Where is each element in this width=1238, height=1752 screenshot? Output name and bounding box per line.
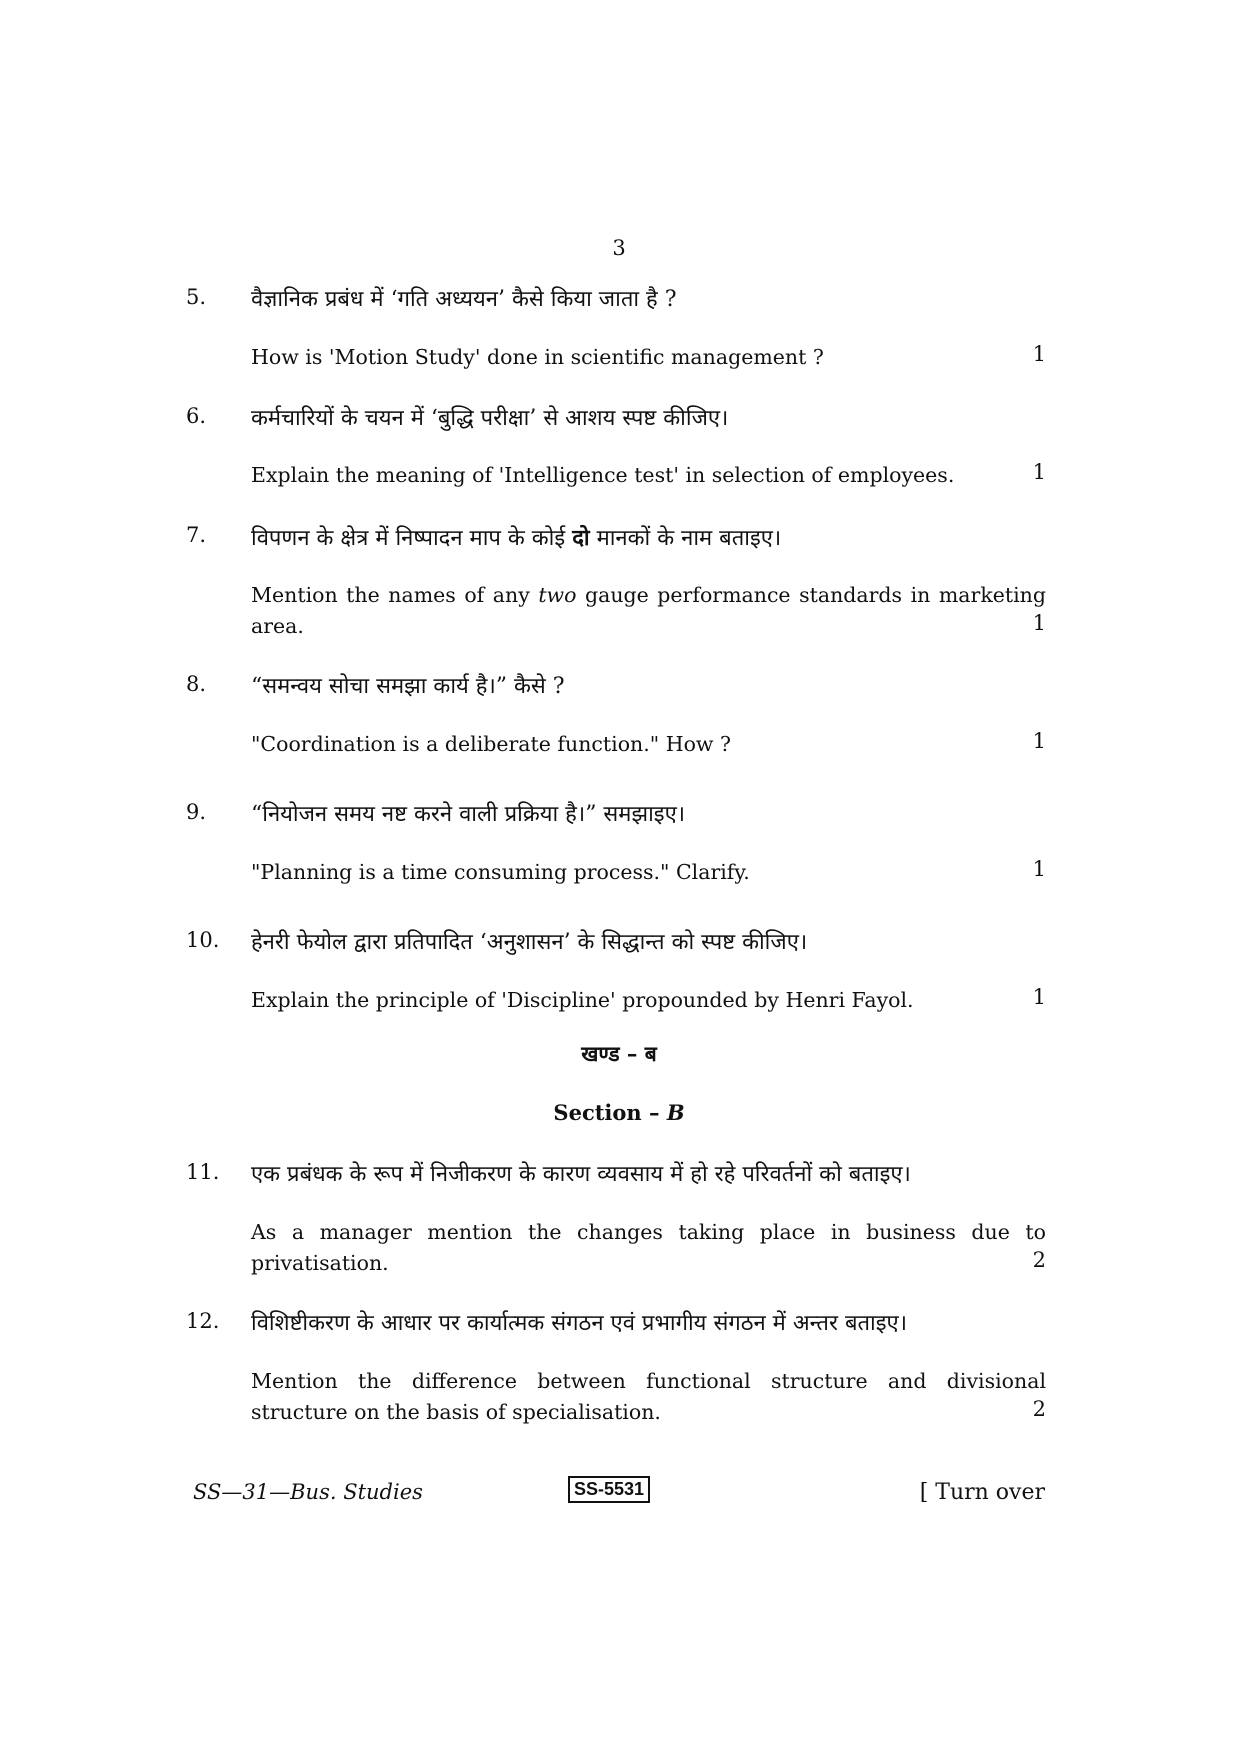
question-hindi — [251, 523, 1046, 554]
section-heading-english — [0, 1100, 1238, 1125]
question-marks: 1 — [1032, 611, 1046, 635]
section-heading-hindi: खण्ड – ब — [581, 1041, 657, 1066]
english-text: gauge performance standards in marketing area. — [251, 583, 1046, 638]
question-number: 10. — [186, 928, 220, 952]
english-text: Mention the names of any — [251, 583, 539, 607]
question-marks: 2 — [1032, 1248, 1046, 1272]
question-hindi: वैज्ञानिक प्रबंध में ‘गति अध्ययन’ कैसे किया जाता है ? — [251, 287, 677, 312]
question-number: 9. — [186, 800, 207, 824]
page-number: 3 — [612, 236, 626, 260]
section-letter: B — [666, 1100, 685, 1125]
question-hindi: “समन्वय सोचा समझा कार्य है।” कैसे ? — [251, 674, 565, 699]
question-marks: 1 — [1032, 342, 1046, 366]
turn-over-label: [ Turn over — [919, 1480, 1045, 1505]
paper-code-box: SS-5531 — [568, 1476, 650, 1503]
footer-subject-code: SS—31—Bus. Studies — [193, 1480, 423, 1504]
question-marks: 1 — [1032, 985, 1046, 1009]
question-hindi: हेनरी फेयोल द्वारा प्रतिपादित ‘अनुशासन’ के सिद्धान्त को स्पष्ट कीजिए। — [251, 930, 808, 955]
question-english: Explain the principle of 'Discipline' propounded by Henri Fayol. — [251, 988, 914, 1012]
question-marks: 2 — [1032, 1397, 1046, 1421]
question-marks: 1 — [1032, 857, 1046, 881]
question-english — [251, 580, 1046, 642]
question-number: 7. — [186, 523, 207, 547]
question-number: 5. — [186, 285, 207, 309]
english-emphasis: two — [538, 583, 577, 607]
question-number: 8. — [186, 672, 207, 696]
question-english: How is 'Motion Study' done in scientific management ? — [251, 345, 824, 369]
question-marks: 1 — [1032, 729, 1046, 753]
question-number: 11. — [186, 1160, 220, 1184]
question-number: 6. — [186, 404, 207, 428]
question-english: As a manager mention the changes taking place in business due to privatisation. — [251, 1220, 1046, 1275]
question-english: Explain the meaning of 'Intelligence test' in selection of employees. — [251, 463, 955, 487]
question-number: 12. — [186, 1309, 220, 1333]
question-english: Mention the difference between functional structure and divisional structure on the basis of specialisation. — [251, 1369, 1046, 1424]
question-hindi: विशिष्टीकरण के आधार पर कार्यात्मक संगठन एवं प्रभागीय संगठन में अन्तर बताइए। — [251, 1311, 908, 1336]
question-hindi: “नियोजन समय नष्ट करने वाली प्रक्रिया है।” समझाइए। — [251, 802, 686, 827]
question-hindi: एक प्रबंधक के रूप में निजीकरण के कारण व्यवसाय में हो रहे परिवर्तनों को बताइए। — [251, 1162, 911, 1187]
question-english: "Planning is a time consuming process." Clarify. — [251, 860, 750, 884]
hindi-bold: दो — [572, 525, 590, 551]
hindi-text: विपणन के क्षेत्र में निष्पादन माप के कोई — [251, 526, 573, 551]
section-label: Section – — [553, 1100, 667, 1125]
hindi-text: मानकों के नाम बताइए। — [589, 526, 782, 551]
question-marks: 1 — [1032, 460, 1046, 484]
question-hindi: कर्मचारियों के चयन में ‘बुद्धि परीक्षा’ से आशय स्पष्ट कीजिए। — [251, 406, 729, 431]
question-english: "Coordination is a deliberate function." How ? — [251, 732, 731, 756]
